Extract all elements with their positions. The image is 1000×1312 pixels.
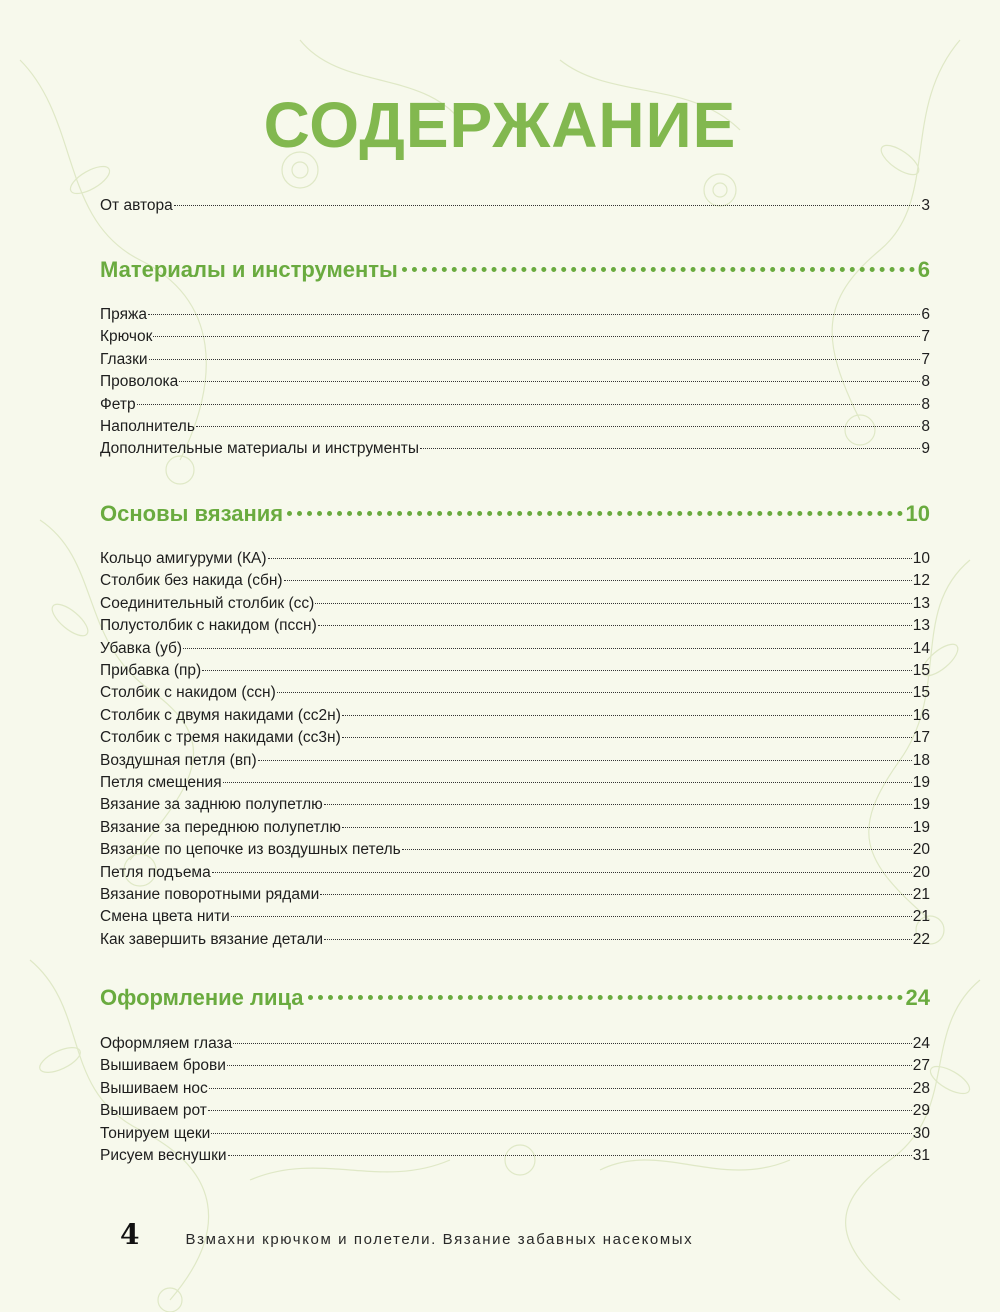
toc-entry-page-number: 12	[912, 572, 930, 589]
toc-entry-intro[interactable]	[100, 196, 930, 216]
toc-entry[interactable]	[100, 661, 930, 681]
toc-entry[interactable]	[100, 728, 930, 748]
toc-entry-page-number: 6	[921, 306, 930, 323]
toc-entry[interactable]	[100, 885, 930, 905]
toc-entry-label: Вязание по цепочке из воздушных петель	[100, 841, 401, 858]
dot-leader	[268, 558, 912, 559]
toc-entry-page-number: 20	[912, 841, 930, 858]
dot-leader	[324, 804, 912, 805]
dot-leader	[420, 448, 920, 449]
toc-entry[interactable]	[100, 1056, 930, 1076]
toc-entry[interactable]	[100, 773, 930, 793]
toc-entry-page-number: 31	[912, 1147, 930, 1164]
toc-entry-intro-page-number: 3	[921, 197, 930, 214]
toc-entry-page-number: 22	[912, 931, 930, 948]
toc-entry[interactable]	[100, 863, 930, 883]
dot-leader	[196, 426, 920, 427]
toc-entry-page-number: 30	[912, 1125, 930, 1142]
toc-entry-page-number: 28	[912, 1080, 930, 1097]
toc-entry-label: Петля смещения	[100, 774, 222, 791]
dot-leader	[402, 267, 915, 272]
toc-entry[interactable]	[100, 795, 930, 815]
toc-entry-page-number: 13	[912, 595, 930, 612]
toc-entry[interactable]	[100, 350, 930, 370]
toc-entry[interactable]	[100, 395, 930, 415]
toc-entry-page-number: 19	[912, 796, 930, 813]
dot-leader	[402, 849, 912, 850]
toc-entry-label: Дополнительные материалы и инструменты	[100, 440, 420, 457]
toc-entry-label: Полустолбик с накидом (пссн)	[100, 617, 317, 634]
dot-leader	[174, 205, 921, 206]
toc-entry-label: Столбик без накида (сбн)	[100, 572, 283, 589]
dot-leader	[137, 404, 921, 405]
toc-entry-label: Воздушная петля (вп)	[100, 752, 257, 769]
toc-entry[interactable]	[100, 594, 930, 614]
dot-leader	[308, 995, 903, 1000]
toc-entry[interactable]	[100, 683, 930, 703]
toc-entry-label: Крючок	[100, 328, 153, 345]
toc-entry-page-number: 29	[912, 1102, 930, 1119]
toc-entry[interactable]	[100, 616, 930, 636]
toc-entry[interactable]	[100, 706, 930, 726]
toc-entry[interactable]	[100, 372, 930, 392]
footer-page-number: 4	[120, 1218, 140, 1251]
toc-entry-label: Петля подъема	[100, 864, 211, 881]
toc-entry-label: Прибавка (пр)	[100, 662, 202, 679]
toc-section-page-number: 6	[917, 257, 930, 282]
dot-leader	[227, 1065, 912, 1066]
page-title: СОДЕРЖАНИЕ	[263, 89, 737, 161]
toc-entry-page-number: 19	[912, 819, 930, 836]
dot-leader	[277, 692, 912, 693]
toc-entry-label: Фетр	[100, 396, 136, 413]
toc-entry-label: Столбик с двумя накидами (сс2н)	[100, 707, 341, 724]
toc-entry[interactable]	[100, 417, 930, 437]
toc-entry-page-number: 8	[921, 373, 930, 390]
toc-entry-label: Вышиваем рот	[100, 1102, 207, 1119]
toc-entry-label: Вязание за переднюю полупетлю	[100, 819, 341, 836]
toc-entry[interactable]	[100, 907, 930, 927]
toc-entry-page-number: 19	[912, 774, 930, 791]
toc-section[interactable]	[100, 500, 930, 528]
toc-entry-page-number: 15	[912, 662, 930, 679]
toc-entry-label: Пряжа	[100, 306, 147, 323]
toc-entry[interactable]	[100, 549, 930, 569]
toc-entry-label: Как завершить вязание детали	[100, 931, 324, 948]
toc-entry[interactable]	[100, 1146, 930, 1166]
toc-section-label: Основы вязания	[100, 501, 284, 526]
dot-leader	[318, 625, 912, 626]
dot-leader	[320, 894, 911, 895]
dot-leader	[148, 314, 920, 315]
toc-entry[interactable]	[100, 1034, 930, 1054]
toc-entry-page-number: 14	[912, 640, 930, 657]
dot-leader	[342, 715, 912, 716]
toc-entry-label: Наполнитель	[100, 418, 195, 435]
toc-section-label: Оформление лица	[100, 985, 304, 1010]
dot-leader	[228, 1155, 912, 1156]
toc-entry-intro-label: От автора	[100, 197, 173, 214]
page-footer	[120, 1218, 693, 1251]
dot-leader	[202, 670, 912, 671]
toc-entry-page-number: 10	[912, 550, 930, 567]
toc-entry-label: Оформляем глаза	[100, 1035, 233, 1052]
toc-entry[interactable]	[100, 1101, 930, 1121]
dot-leader	[315, 603, 911, 604]
dot-leader	[183, 648, 912, 649]
dot-leader	[209, 1088, 912, 1089]
toc-entry-label: Вышиваем нос	[100, 1080, 208, 1097]
toc-entry-label: Столбик с тремя накидами (сс3н)	[100, 729, 341, 746]
toc-entry-label: Тонируем щеки	[100, 1125, 211, 1142]
toc-entry-page-number: 27	[912, 1057, 930, 1074]
dot-leader	[342, 737, 912, 738]
dot-leader	[258, 760, 912, 761]
toc-entry-label: Убавка (уб)	[100, 640, 183, 657]
toc-entry-page-number: 17	[912, 729, 930, 746]
toc-entry-label: Рисуем веснушки	[100, 1147, 227, 1164]
dot-leader	[211, 1133, 911, 1134]
dot-leader	[223, 782, 912, 783]
toc-entry[interactable]	[100, 571, 930, 591]
toc-entry-label: Столбик с накидом (ссн)	[100, 684, 276, 701]
toc-entry[interactable]	[100, 751, 930, 771]
toc-section-page-number: 24	[905, 985, 930, 1010]
toc-section-label: Материалы и инструменты	[100, 257, 398, 282]
toc-entry-label: Кольцо амигуруми (КА)	[100, 550, 267, 567]
toc-entry[interactable]	[100, 639, 930, 659]
dot-leader	[212, 872, 912, 873]
toc-entry[interactable]	[100, 327, 930, 347]
toc-entry-page-number: 20	[912, 864, 930, 881]
toc-entry-page-number: 8	[921, 418, 930, 435]
toc-entry-label: Проволока	[100, 373, 179, 390]
toc-entry[interactable]	[100, 930, 930, 950]
dot-leader	[284, 580, 912, 581]
dot-leader	[149, 359, 921, 360]
toc-entry[interactable]	[100, 1079, 930, 1099]
toc-entry-label: Соединительный столбик (сс)	[100, 595, 315, 612]
toc-entry-page-number: 13	[912, 617, 930, 634]
toc-entry-page-number: 7	[921, 328, 930, 345]
dot-leader	[342, 827, 912, 828]
toc-entry-page-number: 7	[921, 351, 930, 368]
toc-entry-label: Вышиваем брови	[100, 1057, 226, 1074]
toc-section[interactable]	[100, 984, 930, 1012]
toc-entry-page-number: 15	[912, 684, 930, 701]
toc-entry-page-number: 21	[912, 908, 930, 925]
dot-leader	[153, 336, 920, 337]
toc-entry-page-number: 16	[912, 707, 930, 724]
dot-leader	[287, 511, 902, 516]
toc-entry[interactable]	[100, 818, 930, 838]
toc-entry-label: Смена цвета нити	[100, 908, 230, 925]
toc-section[interactable]	[100, 256, 930, 284]
toc-entry-label: Глазки	[100, 351, 148, 368]
dot-leader	[324, 939, 912, 940]
toc-entry-page-number: 24	[912, 1035, 930, 1052]
toc-entry[interactable]	[100, 305, 930, 325]
toc-entry[interactable]	[100, 840, 930, 860]
toc-entry-page-number: 8	[921, 396, 930, 413]
dot-leader	[208, 1110, 912, 1111]
toc-entry-label: Вязание поворотными рядами	[100, 886, 320, 903]
dot-leader	[179, 381, 920, 382]
dot-leader	[233, 1043, 911, 1044]
toc-entry[interactable]	[100, 439, 930, 459]
dot-leader	[231, 916, 912, 917]
toc-entry-page-number: 18	[912, 752, 930, 769]
toc-entry[interactable]	[100, 1124, 930, 1144]
toc-entry-label: Вязание за заднюю полупетлю	[100, 796, 323, 813]
toc-entry-page-number: 21	[912, 886, 930, 903]
footer-book-title: Взмахни крючком и полетели. Вязание забавных насекомых	[185, 1231, 694, 1248]
toc-section-page-number: 10	[905, 501, 930, 526]
toc-entry-page-number: 9	[921, 440, 930, 457]
